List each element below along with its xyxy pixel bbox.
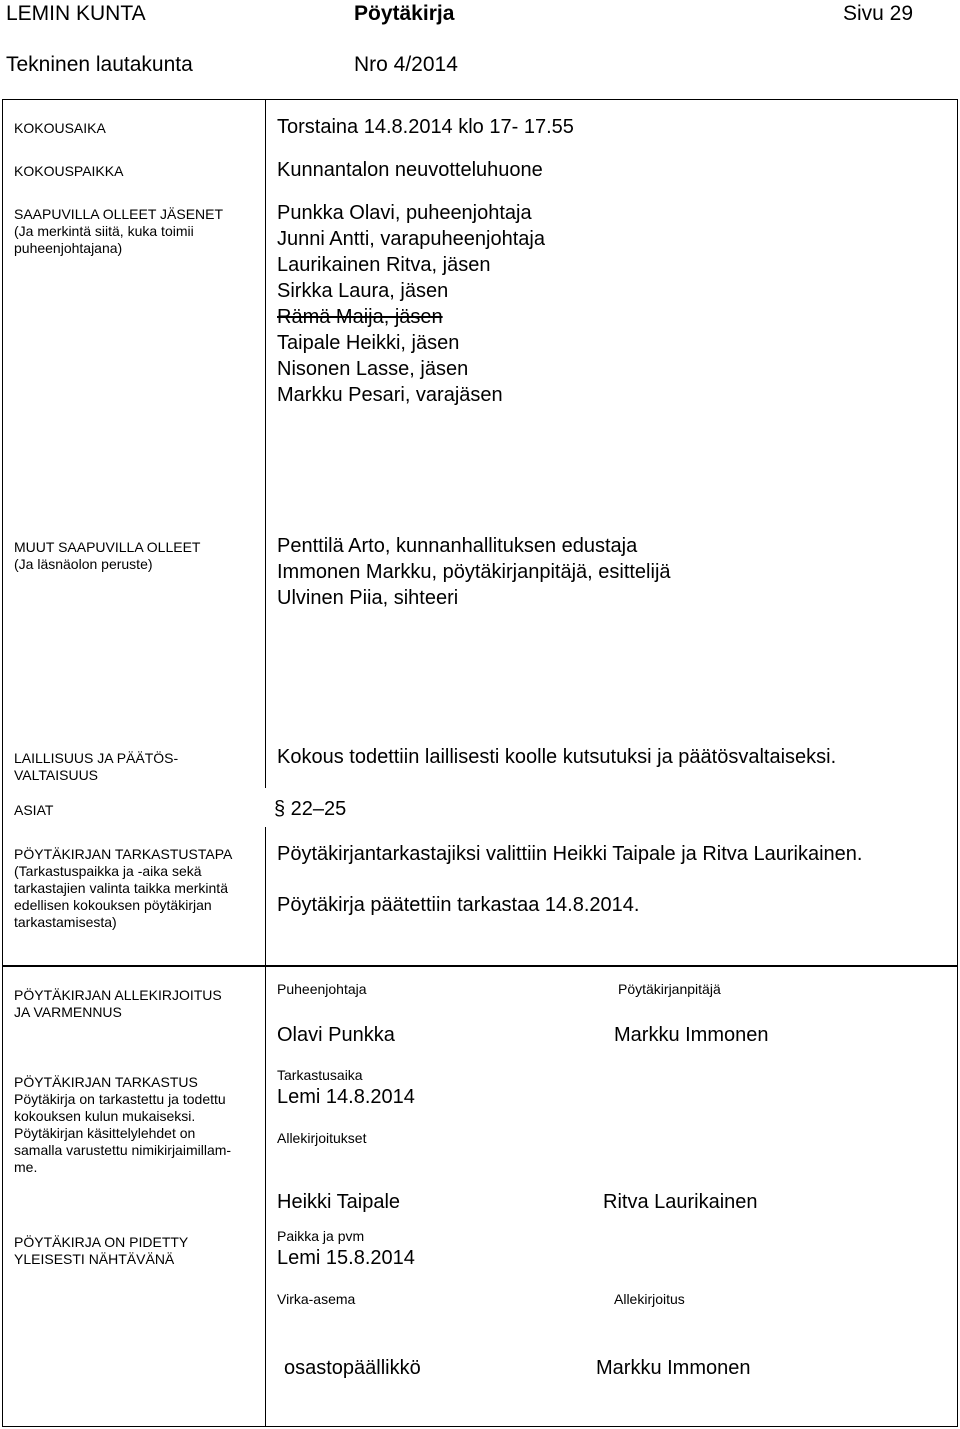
review-label: PÖYTÄKIRJAN TARKASTUSTAPA (Tarkastuspaikka ja -aika sekä tarkastajien valinta taikka merkintä edellisen kokouksen pöytäkirjan tarkastamisesta) — [14, 846, 233, 930]
check-time-title: Tarkastusaika — [277, 1067, 363, 1083]
review-value-2: Pöytäkirja päätettiin tarkastaa 14.8.2014. — [277, 894, 640, 916]
list-item: Markku Pesari, varajäsen — [277, 384, 503, 406]
list-item: Sirkka Laura, jäsen — [277, 280, 449, 302]
meeting-time-label: KOKOUSAIKA — [14, 120, 106, 136]
list-item-struck: Rämä Maija, jäsen — [277, 306, 443, 328]
review-value-1: Pöytäkirjantarkastajiksi valittiin Heikki Taipale ja Ritva Laurikainen. — [277, 843, 863, 865]
meeting-place-value: Kunnantalon neuvotteluhuone — [277, 159, 543, 181]
signature-value: Markku Immonen — [596, 1357, 751, 1379]
others-list — [277, 533, 671, 611]
list-item: Ulvinen Piia, sihteeri — [277, 587, 459, 609]
document-type: Pöytäkirja — [354, 2, 455, 25]
place-date-value: Lemi 15.8.2014 — [277, 1247, 415, 1269]
meeting-time-value: Torstaina 14.8.2014 klo 17- 17.55 — [277, 116, 574, 138]
column-divider-lower — [265, 827, 266, 966]
public-display-label: PÖYTÄKIRJA ON PIDETTY YLEISESTI NÄHTÄVÄNÄ — [14, 1234, 189, 1267]
column-divider — [265, 99, 266, 788]
list-item: Junni Antti, varapuheenjohtaja — [277, 228, 545, 250]
list-item: Nisonen Lasse, jäsen — [277, 358, 469, 380]
items-label: ASIAT — [14, 802, 54, 818]
members-label: SAAPUVILLA OLLEET JÄSENET (Ja merkintä siitä, kuka toimii puheenjohtajana) — [14, 206, 224, 256]
checker-2-name: Ritva Laurikainen — [603, 1191, 758, 1213]
chair-title: Puheenjohtaja — [277, 981, 367, 997]
list-item: Punkka Olavi, puheenjohtaja — [277, 202, 532, 224]
place-date-title: Paikka ja pvm — [277, 1228, 365, 1244]
signatures-column-divider — [265, 966, 266, 1427]
signing-label: PÖYTÄKIRJAN ALLEKIRJOITUS JA VARMENNUS — [14, 987, 222, 1020]
legality-label: LAILLISUUS JA PÄÄTÖS- VALTAISUUS — [14, 750, 179, 783]
page-number: Sivu 29 — [843, 2, 914, 25]
list-item: Immonen Markku, pöytäkirjanpitäjä, esittelijä — [277, 561, 671, 583]
position-value: osastopäällikkö — [284, 1357, 421, 1379]
meeting-place-label: KOKOUSPAIKKA — [14, 163, 124, 179]
secretary-name: Markku Immonen — [614, 1024, 769, 1046]
items-value: § 22–25 — [274, 798, 347, 820]
others-label: MUUT SAAPUVILLA OLLEET (Ja läsnäolon peruste) — [14, 539, 201, 572]
signatures-box — [2, 966, 958, 1427]
list-item: Laurikainen Ritva, jäsen — [277, 254, 491, 276]
check-time-value: Lemi 14.8.2014 — [277, 1086, 415, 1108]
check-label: PÖYTÄKIRJAN TARKASTUS Pöytäkirja on tarkastettu ja todettu kokouksen kulun mukaiseksi. Pöytäkirjan käsittelylehdet on samalla varustettu nimikirjaimillam- me. — [14, 1074, 232, 1175]
document-number: Nro 4/2014 — [354, 53, 458, 76]
board-name: Tekninen lautakunta — [6, 53, 193, 76]
municipality-name: LEMIN KUNTA — [6, 2, 146, 25]
secretary-title: Pöytäkirjanpitäjä — [618, 981, 721, 997]
checker-1-name: Heikki Taipale — [277, 1191, 401, 1213]
list-item: Taipale Heikki, jäsen — [277, 332, 460, 354]
signatures-title: Allekirjoitukset — [277, 1130, 367, 1146]
members-list — [277, 200, 545, 408]
signature-title: Allekirjoitus — [614, 1291, 685, 1307]
chair-name: Olavi Punkka — [277, 1024, 395, 1046]
position-title: Virka-asema — [277, 1291, 356, 1307]
legality-value: Kokous todettiin laillisesti koolle kutsutuksi ja päätösvaltaiseksi. — [277, 746, 837, 768]
list-item: Penttilä Arto, kunnanhallituksen edustaja — [277, 535, 638, 557]
